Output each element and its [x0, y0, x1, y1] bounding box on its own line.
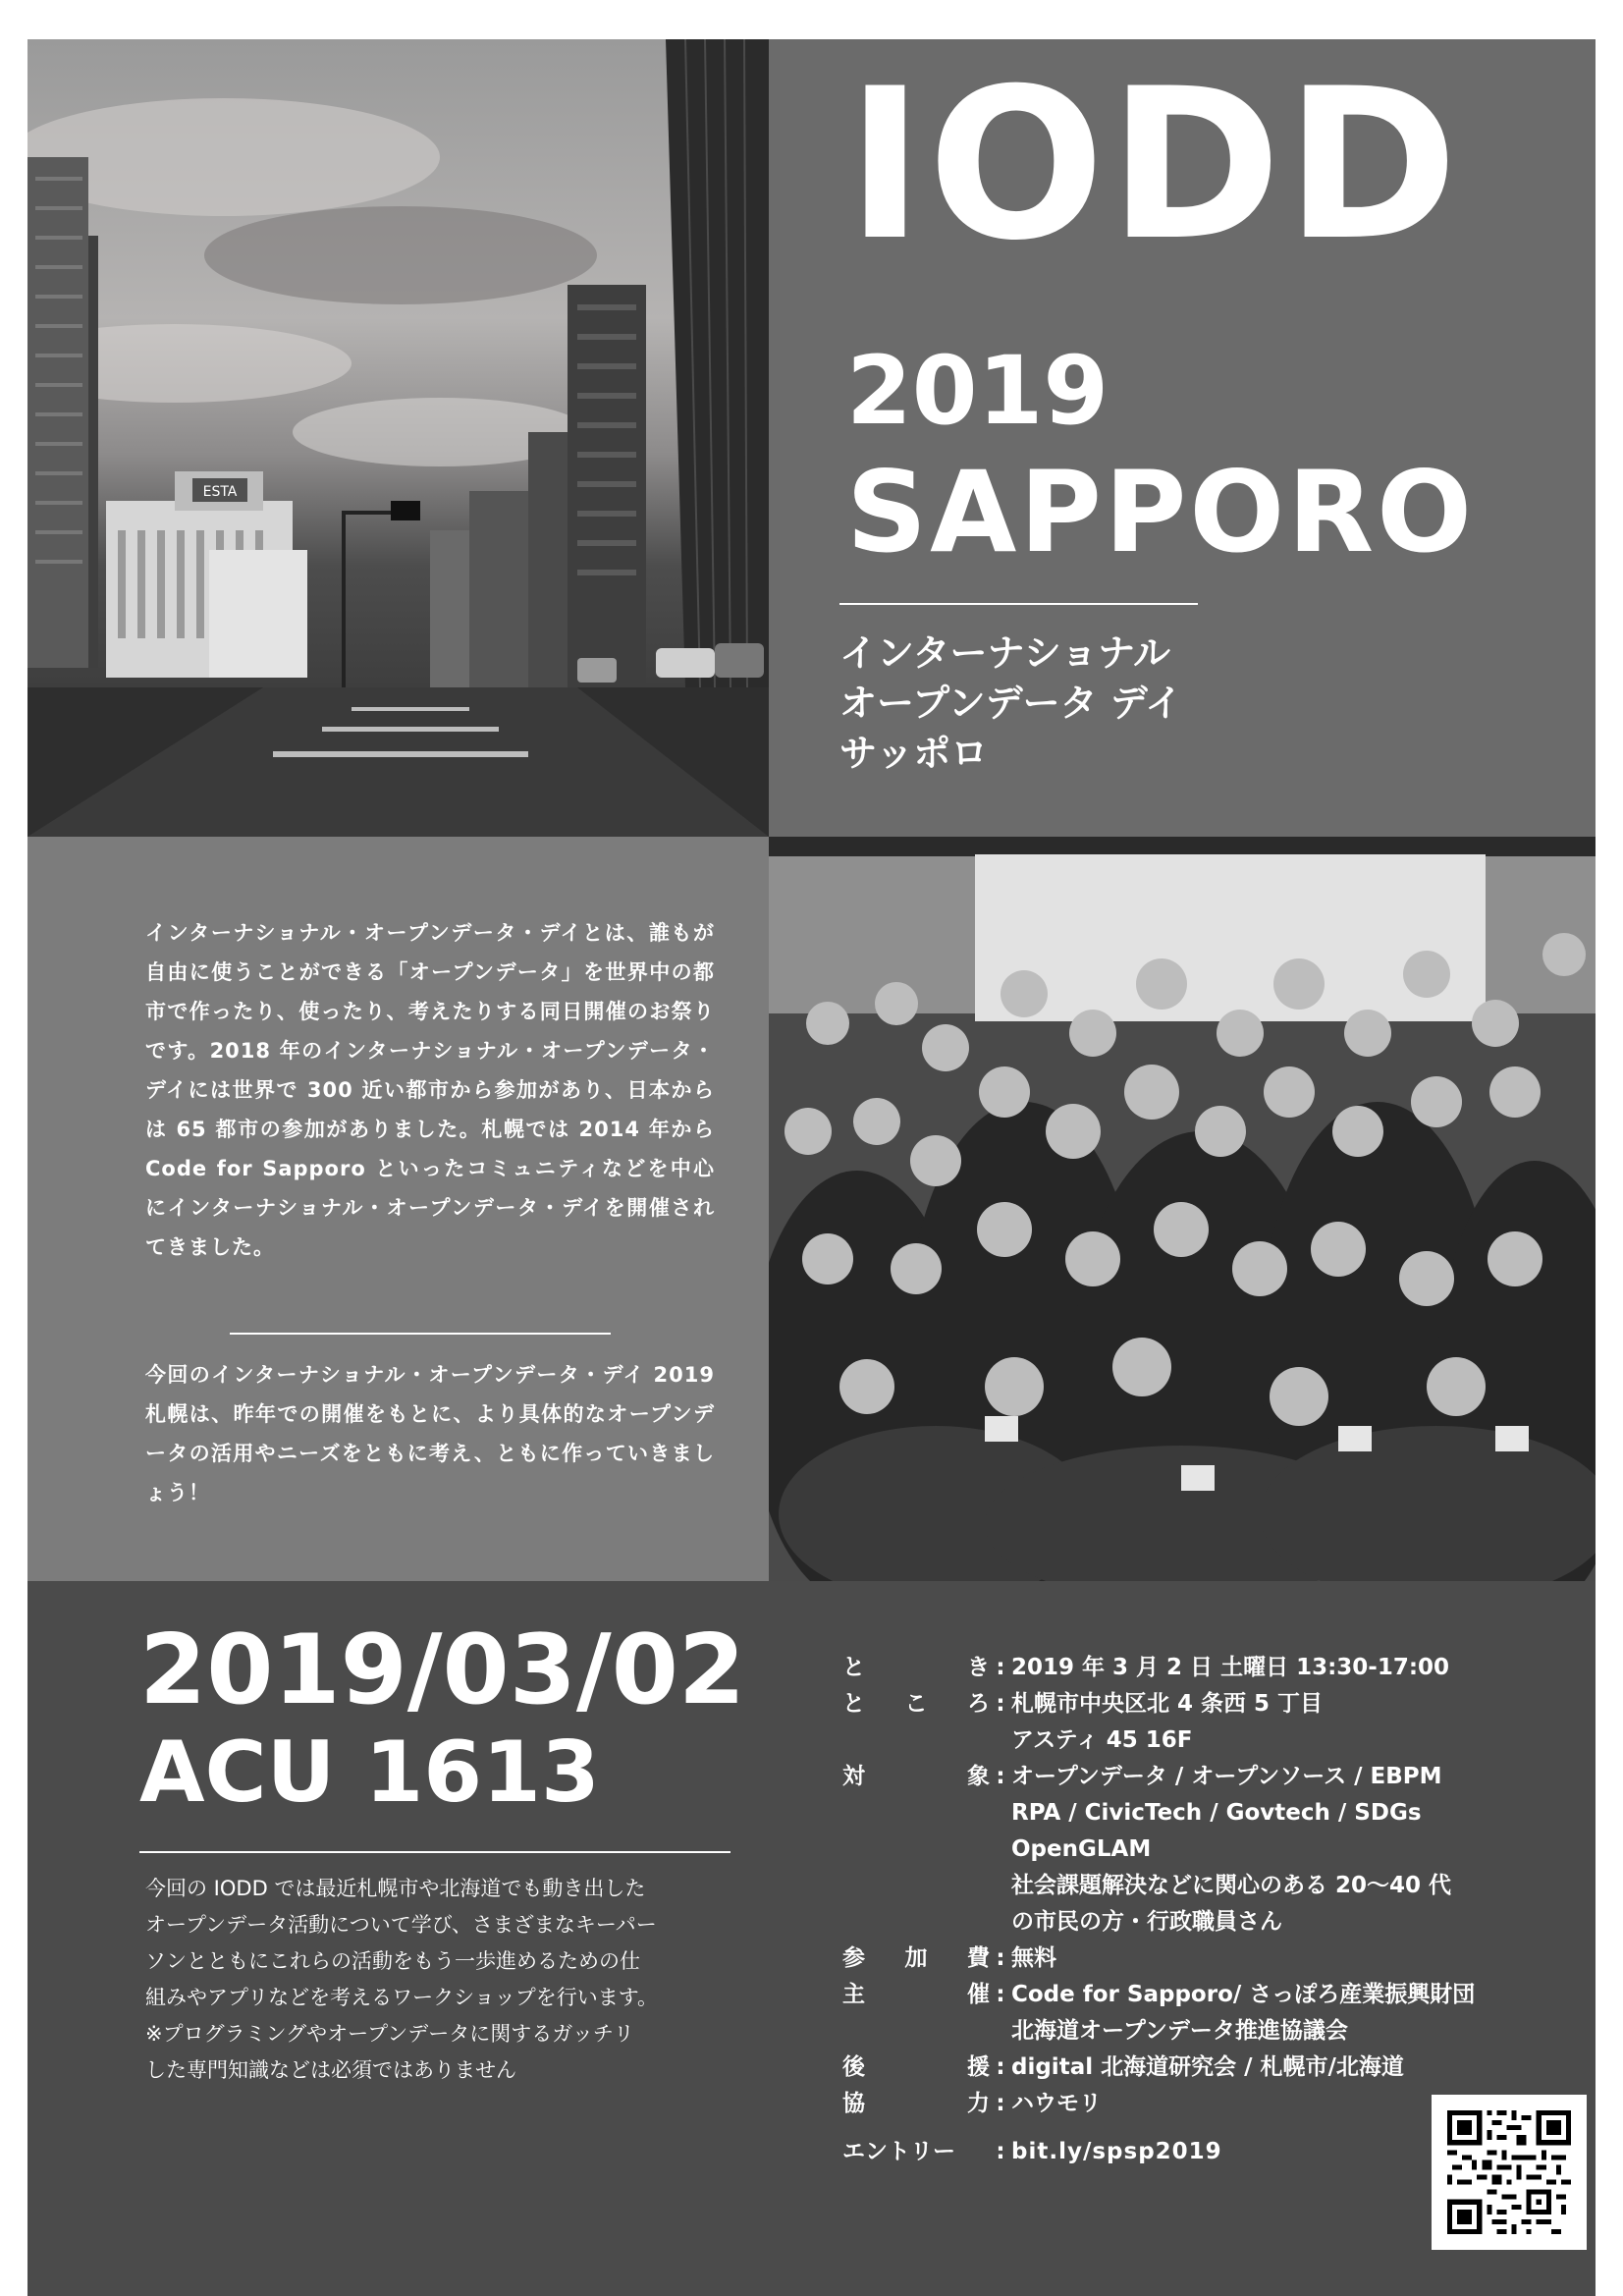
info-label-char: こ	[904, 1691, 928, 1717]
event-desc-line-4: 組みやアプリなどを考えるワークショップを行います。	[145, 1986, 659, 2009]
info-label-char: 協	[842, 2091, 865, 2116]
event-desc-line-2: オープンデータ活動について学び、さまざまなキーパー	[145, 1913, 657, 1937]
info-label-char: ろ	[967, 1691, 990, 1717]
info-colon: :	[996, 2091, 1005, 2116]
info-value-time: 2019 年 3 月 2 日 土曜日 13:30-17:00	[1011, 1655, 1450, 1680]
info-label-fee	[842, 1941, 990, 1977]
info-value-audience: オープンデータ / オープンソース / EBPM	[1011, 1764, 1442, 1789]
info-label-char: 主	[842, 1982, 865, 2007]
info-row-entry	[842, 2134, 1475, 2170]
event-description	[145, 1871, 734, 2089]
event-date: 2019/03/02	[139, 1614, 746, 1726]
title-year: 2019	[846, 336, 1109, 446]
info-label-char: 加	[904, 1945, 928, 1971]
info-label-organizer	[842, 1977, 990, 2050]
intro-paragraph-2: 今回のインターナショナル・オープンデータ・デイ 2019 札幌は、昨年での開催をもとに、より具体的なオープンデータの活用やニーズをともに考え、ともに作っていきましょう！	[145, 1363, 715, 1504]
entry-link[interactable]: bit.ly/spsp2019	[1011, 2139, 1222, 2164]
info-label-char: と	[842, 1691, 865, 1717]
event-venue: ACU 1613	[139, 1723, 600, 1822]
event-desc-line-1: 今回の IODD では最近札幌市や北海道でも動き出した	[145, 1877, 646, 1900]
info-label-audience	[842, 1759, 990, 1941]
title-main: IODD	[846, 43, 1463, 286]
info-value-audience: の市民の方・行政職員さん	[1011, 1909, 1282, 1935]
info-label-char: 後	[842, 2054, 865, 2080]
info-row-time	[842, 1650, 1475, 1686]
info-row-place	[842, 1686, 1475, 1759]
event-desc-line-6: した専門知識などは必須ではありません	[145, 2058, 516, 2082]
city-street-illustration	[27, 39, 769, 837]
info-colon: :	[996, 2054, 1005, 2080]
info-value-place: 札幌市中央区北 4 条西 5 丁目	[1011, 1691, 1324, 1717]
title-japanese	[839, 629, 1182, 779]
title-ja-line-2: オープンデータ デイ	[839, 682, 1183, 725]
event-desc-line-5: ※プログラミングやオープンデータに関するガッチリ	[145, 2022, 634, 2046]
info-row-organizer	[842, 1977, 1475, 2050]
info-colon: :	[996, 1764, 1005, 1789]
info-value-organizer: 北海道オープンデータ推進協議会	[1011, 2018, 1348, 2044]
info-label-char: 援	[967, 2054, 990, 2080]
info-row-fee	[842, 1941, 1475, 1977]
qr-code[interactable]	[1432, 2095, 1587, 2250]
title-ja-line-1: インターナショナル	[839, 631, 1171, 675]
info-label-char: と	[842, 1655, 865, 1680]
info-label-char: 象	[967, 1764, 990, 1789]
info-value-cooperation: ハウモリ	[1011, 2091, 1102, 2116]
title-ja-line-3: サッポロ	[839, 732, 989, 775]
info-label-place	[842, 1686, 990, 1759]
info-label-entry-text: エントリー	[842, 2139, 955, 2164]
intro-divider	[230, 1333, 611, 1335]
info-colon: :	[996, 1982, 1005, 2007]
info-value-sponsor: digital 北海道研究会 / 札幌市/北海道	[1011, 2054, 1404, 2080]
info-value-audience: OpenGLAM	[1011, 1836, 1152, 1862]
info-colon: :	[996, 2139, 1005, 2164]
info-label-char: 催	[967, 1982, 990, 2007]
intro-paragraph-1: インターナショナル・オープンデータ・デイとは、誰もが自由に使うことができる「オープンデータ」を世界中の都市で作ったり、使ったり、考えたりする同日開催のお祭りです。2018 年のインターナショナル・オープンデータ・デイには世界で 300 近い都市から参加があり、日本からは 65 都市の参加がありました。札幌では 2014 年から Code for Sapporo といったコミュニティなどを中心にインターナショナル・オープンデータ・デイを開催されてきました。	[145, 921, 715, 1259]
city-street-photo	[27, 39, 769, 837]
info-label-char: 対	[842, 1764, 865, 1789]
info-label-char: 費	[967, 1945, 990, 1971]
info-label-char: き	[967, 1655, 990, 1680]
info-row-sponsor	[842, 2050, 1475, 2086]
info-row-audience	[842, 1759, 1475, 1941]
esta-sign: ESTA	[202, 484, 238, 500]
info-label-entry	[842, 2134, 990, 2170]
info-label-char: 力	[967, 2091, 990, 2116]
info-label-cooperation	[842, 2086, 990, 2122]
info-colon: :	[996, 1945, 1005, 1971]
info-label-char: 参	[842, 1945, 865, 1971]
group-photo-illustration	[769, 837, 1596, 1581]
event-desc-line-3: ソンとともにこれらの活動をもう一歩進めるための仕	[145, 1949, 640, 1973]
title-divider	[839, 603, 1198, 605]
info-colon: :	[996, 1691, 1005, 1717]
event-info-table	[842, 1650, 1475, 2170]
info-label-sponsor	[842, 2050, 990, 2086]
info-value-audience: RPA / CivicTech / Govtech / SDGs	[1011, 1800, 1422, 1826]
info-row-cooperation	[842, 2086, 1475, 2122]
title-city: SAPPORO	[846, 447, 1476, 577]
event-divider	[139, 1851, 730, 1853]
info-label-time	[842, 1650, 990, 1686]
info-colon: :	[996, 1655, 1005, 1680]
info-value-audience: 社会課題解決などに関心のある 20〜40 代	[1011, 1873, 1452, 1898]
info-value-fee: 無料	[1011, 1945, 1056, 1971]
group-photo	[769, 837, 1596, 1581]
qr-code-icon	[1447, 2110, 1571, 2234]
info-value-place: アスティ 45 16F	[1011, 1727, 1193, 1753]
info-value-organizer: Code for Sapporo/ さっぽろ産業振興財団	[1011, 1982, 1476, 2007]
